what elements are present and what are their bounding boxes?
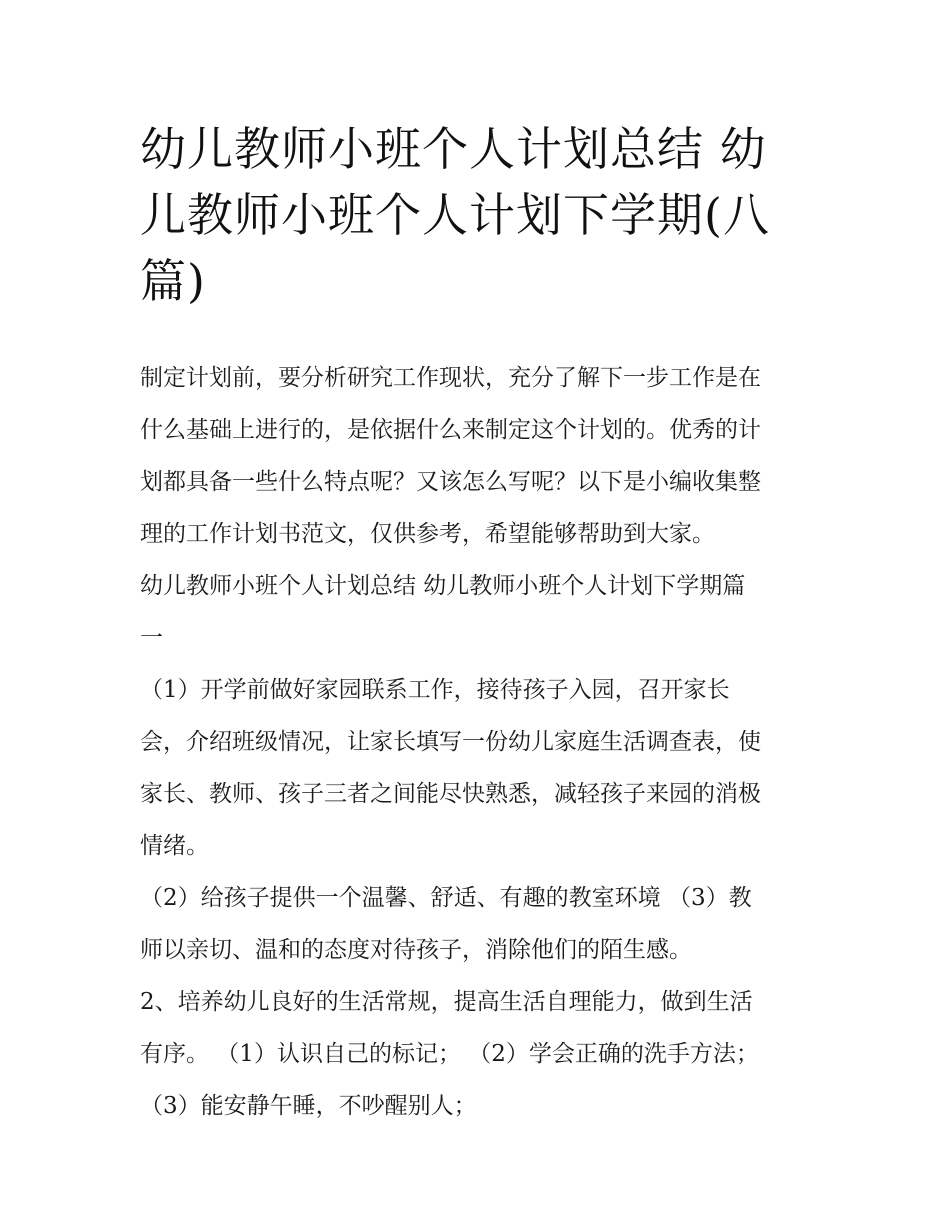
document-body: [140, 352, 820, 1132]
body-line-9: 家长、教师、孩子三者之间能尽快熟悉，减轻孩子来园的消极: [140, 781, 761, 807]
body-line-3: 划都具备一些什么特点呢？又该怎么写呢？以下是小编收集整: [140, 469, 761, 495]
body-line-7: （1）开学前做好家园联系工作，接待孩子入园，召开家长: [140, 677, 730, 703]
body-line-1: 制定计划前，要分析研究工作现状，充分了解下一步工作是在: [140, 365, 761, 391]
section-heading-line-2: 一: [140, 625, 163, 651]
title-line-3: 篇): [140, 254, 206, 308]
section-heading-line-1: 幼儿教师小班个人计划总结 幼儿教师小班个人计划下学期篇: [140, 573, 746, 599]
body-line-2: 什么基础上进行的，是依据什么来制定这个计划的。优秀的计: [140, 417, 761, 443]
title-line-1: 幼儿教师小班个人计划总结 幼: [140, 122, 767, 176]
body-line-10: 情绪。: [140, 833, 209, 859]
body-line-15: （3）能安静午睡，不吵醒别人；: [140, 1093, 477, 1119]
body-line-13: 2、培养幼儿良好的生活常规，提高生活自理能力，做到生活: [140, 989, 753, 1015]
document-title: [140, 116, 820, 314]
body-line-8: 会，介绍班级情况，让家长填写一份幼儿家庭生活调查表，使: [140, 729, 761, 755]
body-line-12: 师以亲切、温和的态度对待孩子，消除他们的陌生感。: [140, 937, 692, 963]
body-line-14: 有序。 （1）认识自己的标记； （2）学会正确的洗手方法；: [140, 1041, 759, 1067]
title-line-2: 儿教师小班个人计划下学期(八: [140, 188, 770, 242]
body-line-4: 理的工作计划书范文，仅供参考，希望能够帮助到大家。: [140, 521, 715, 547]
body-line-11: （2）给孩子提供一个温馨、舒适、有趣的教室环境 （3）教: [140, 885, 752, 911]
